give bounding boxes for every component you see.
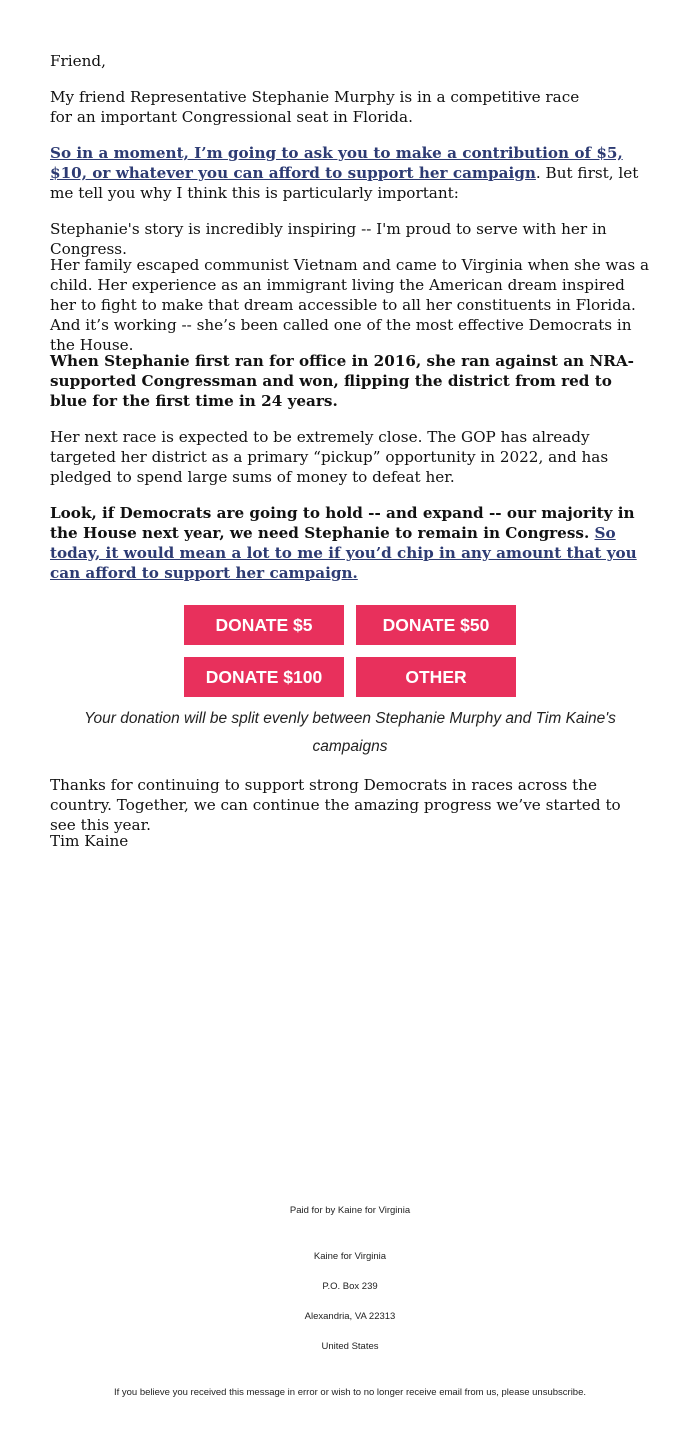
paid-for-notice: Paid for by Kaine for Virginia: [289, 1205, 411, 1216]
thanks-paragraph: Thanks for continuing to support strong Democrats in races across the country. Together, we can continue the amazing progress we’ve started to see this year.: [50, 776, 621, 834]
history-paragraph: When Stephanie first ran for office in 2016, she ran against an NRA-supported Congressman and won, flipping the district from red to blue for the first time in 24 years.: [50, 352, 634, 410]
contribution-link[interactable]: So in a moment, I’m going to ask you to make a contribution of $5, $10, or whatever you can afford to support her campaign: [50, 144, 623, 182]
signature: Tim Kaine: [50, 832, 129, 850]
hold-paragraph: [50, 503, 655, 583]
unsubscribe-notice[interactable]: If you believe you received this message in error or wish to no longer receive email from us, please unsubscribe.: [113, 1387, 587, 1398]
greeting: Friend,: [50, 52, 106, 70]
donate-other-button[interactable]: OTHER: [356, 657, 516, 697]
footer-org: Kaine for Virginia: [313, 1251, 387, 1262]
donation-split-note: Your donation will be split evenly between Stephanie Murphy and Tim Kaine's campaigns: [84, 710, 616, 755]
footer-country: United States: [321, 1341, 379, 1352]
chip-in-link[interactable]: So today, it would mean a lot to me if you’d chip in any amount that you can afford to support her campaign.: [50, 524, 637, 582]
footer-city: Alexandria, VA 22313: [304, 1311, 396, 1322]
hold-text: Look, if Democrats are going to hold -- and expand -- our majority in the House next year, we need Stephanie to remain in Congress.: [50, 504, 635, 542]
donate-100-button[interactable]: DONATE $100: [184, 657, 344, 697]
donate-50-button[interactable]: DONATE $50: [356, 605, 516, 645]
footer-po-box: P.O. Box 239: [322, 1281, 378, 1292]
ask-paragraph: [50, 143, 650, 203]
story-paragraph: Stephanie's story is incredibly inspiring -- I'm proud to serve with her in Congress.: [50, 220, 607, 258]
ask-rest-text: . But first, let me tell you why I think this is particularly important:: [50, 164, 639, 202]
family-paragraph: Her family escaped communist Vietnam and came to Virginia when she was a child. Her experience as an immigrant living the American dream inspired her to fight to make that dream accessible to all her constituents in Florida. And it’s working -- she’s been called one of the most effective Democrats in the House.: [50, 256, 650, 354]
donate-5-button[interactable]: DONATE $5: [184, 605, 344, 645]
race-paragraph: Her next race is expected to be extremely close. The GOP has already targeted her district as a primary “pickup” opportunity in 2022, and has pledged to spend large sums of money to defeat her.: [50, 428, 609, 486]
intro-paragraph: My friend Representative Stephanie Murphy is in a competitive race for an important Congressional seat in Florida.: [50, 88, 580, 126]
